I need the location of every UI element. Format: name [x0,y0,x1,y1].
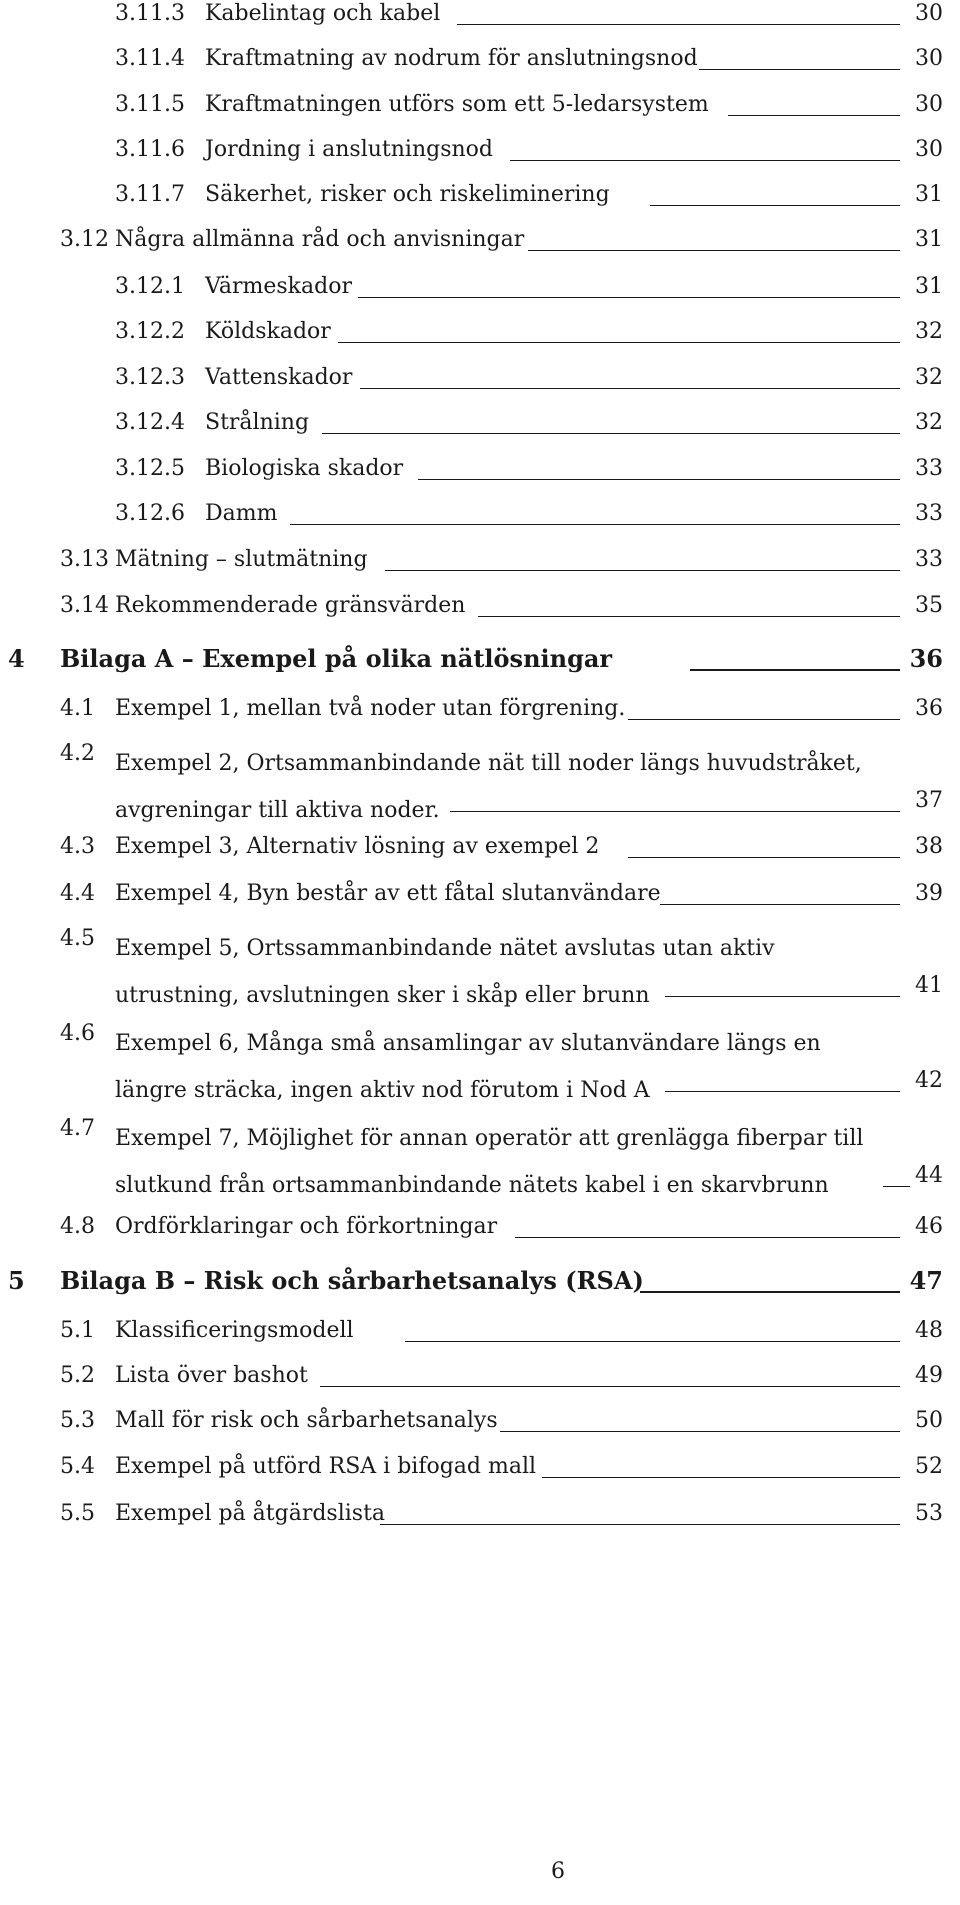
toc-entry-number: 5.5 [60,1501,95,1526]
toc-entry-number: 4.1 [60,696,95,721]
toc-entry-title: Några allmänna råd och anvisningar [115,227,525,252]
toc-entry-page: 42 [915,1068,943,1093]
toc-entry-title: Kraftmatning av nodrum för anslutningsnod [205,46,698,71]
toc-entry-number: 4.7 [60,1116,95,1141]
toc-entry-number: 3.12.6 [115,501,185,526]
toc-entry-page: 32 [915,410,943,435]
toc-entry-title: Värmeskador [205,274,352,299]
toc-leader-line [500,1431,900,1432]
toc-leader-line [405,1341,900,1342]
toc-entry-title: Exempel 3, Alternativ lösning av exempel 2 [115,834,600,859]
toc-entry-title: Damm [205,501,278,526]
toc-entry-page: 30 [915,92,943,117]
toc-entry-page: 41 [915,973,943,998]
toc-entry-number: 3.14 [60,593,109,618]
toc-leader-line [665,1091,900,1092]
toc-entry-number: 4.2 [60,741,95,766]
toc-leader-line [385,570,900,571]
toc-leader-line [650,205,900,206]
toc-entry-number: 4.4 [60,881,95,906]
toc-entry-page: 30 [915,137,943,162]
toc-entry-title: Ordförklaringar och förkortningar [115,1214,498,1239]
toc-entry-page: 33 [915,547,943,572]
toc-entry-page: 53 [915,1501,943,1526]
toc-entry-page: 50 [915,1408,943,1433]
toc-leader-line [528,250,900,251]
toc-leader-line [640,1291,900,1293]
toc-entry-title: Mätning – slutmätning [115,547,368,572]
toc-entry-title: Bilaga A – Exempel på olika nätlösningar [60,644,613,673]
toc-entry-page: 32 [915,365,943,390]
toc-entry-title: Jordning i anslutningsnod [205,137,494,162]
toc-entry-title: Kraftmatningen utförs som ett 5-ledarsystem [205,92,709,117]
toc-entry-number: 4.5 [60,926,95,951]
toc-entry-title: Exempel på utförd RSA i bifogad mall [115,1454,537,1479]
toc-entry-title: Exempel 1, mellan två noder utan förgrening. [115,696,626,721]
toc-entry-title: Biologiska skador [205,456,404,481]
toc-entry-number: 3.11.7 [115,182,185,207]
toc-entry-number: 3.12.1 [115,274,185,299]
toc-leader-line [628,857,900,858]
toc-leader-line [690,669,900,671]
toc-entry-page: 32 [915,319,943,344]
toc-leader-line [322,433,900,434]
toc-entry-title: Kabelintag och kabel [205,1,441,26]
toc-entry-title: Strålning [205,410,310,435]
toc-entry-page: 35 [915,593,943,618]
toc-leader-line [338,342,900,343]
toc-leader-line [628,719,900,720]
toc-entry-number: 3.12.3 [115,365,185,390]
toc-entry-page: 36 [915,696,943,721]
toc-entry-page: 38 [915,834,943,859]
toc-entry-number: 4.6 [60,1021,95,1046]
toc-entry-number: 5.1 [60,1318,95,1343]
toc-leader-line [360,388,900,389]
toc-entry-page: 31 [915,274,943,299]
toc-entry-number: 3.12.4 [115,410,185,435]
toc-entry-page: 52 [915,1454,943,1479]
toc-leader-line [358,297,900,298]
toc-entry-number: 5.2 [60,1363,95,1388]
toc-entry-title: Klassificeringsmodell [115,1318,354,1343]
toc-entry-title: Exempel 7, Möjlighet för annan operatör att grenlägga fiberpar till slutkund från ortsammanbindande nätets kabel i en skarvbrunn [115,1126,864,1198]
toc-entry-number: 3.12 [60,227,109,252]
toc-entry-number: 3.11.4 [115,46,185,71]
page-number: 6 [551,1859,565,1884]
toc-leader-line [728,115,900,116]
toc-leader-line [542,1477,900,1478]
toc-entry-page: 33 [915,501,943,526]
toc-entry-title: Säkerhet, risker och riskeliminering [205,182,610,207]
toc-entry-page: 30 [915,46,943,71]
toc-entry-number: 3.11.6 [115,137,185,162]
toc-entry-title: Köldskador [205,319,331,344]
toc-entry-page: 46 [915,1214,943,1239]
toc-entry-page: 31 [915,227,943,252]
toc-leader-line [320,1386,900,1387]
toc-entry-number: 3.12.5 [115,456,185,481]
toc-entry-page: 44 [915,1163,943,1188]
toc-entry-title: Lista över bashot [115,1363,308,1388]
toc-entry-number: 3.11.3 [115,1,185,26]
toc-leader-line [699,69,900,70]
toc-entry-title: Mall för risk och sårbarhetsanalys [115,1408,498,1433]
toc-entry-page: 30 [915,1,943,26]
toc-entry-page: 49 [915,1363,943,1388]
toc-leader-line [380,1524,900,1525]
toc-entry-page: 33 [915,456,943,481]
toc-entry-number: 4.8 [60,1214,95,1239]
toc-entry-page: 37 [915,788,943,813]
toc-entry-number: 5.3 [60,1408,95,1433]
toc-leader-line [290,524,900,525]
toc-entry-page: 36 [909,644,943,673]
toc-leader-line [457,24,900,25]
toc-entry-title: Exempel 4, Byn består av ett fåtal slutanvändare [115,881,661,906]
toc-entry-number: 5.4 [60,1454,95,1479]
toc-leader-line [510,160,900,161]
toc-leader-line [660,904,900,905]
toc-entry-number: 3.13 [60,547,109,572]
toc-entry-title: Rekommenderade gränsvärden [115,593,466,618]
toc-leader-line [450,811,900,812]
toc-entry-number: 4 [8,644,25,673]
toc-leader-line [478,616,900,617]
toc-entry-page: 39 [915,881,943,906]
toc-entry-title: Bilaga B – Risk och sårbarhetsanalys (RSA) [60,1266,644,1295]
toc-entry-page: 48 [915,1318,943,1343]
toc-leader-line [665,996,900,997]
toc-entry-page: 47 [909,1266,943,1295]
toc-entry-number: 3.12.2 [115,319,185,344]
toc-entry-title: Exempel 6, Många små ansamlingar av slutanvändare längs en längre sträcka, ingen aktiv nod förutom i Nod A [115,1031,821,1103]
toc-leader-line [515,1237,900,1238]
toc-leader-line [418,479,900,480]
toc-entry-title: Exempel 5, Ortssammanbindande nätet avslutas utan aktiv utrustning, avslutningen sker i skåp eller brunn [115,936,775,1008]
toc-entry-page: 31 [915,182,943,207]
toc-entry-title: Exempel på åtgärdslista [115,1501,386,1526]
toc-entry-title: Exempel 2, Ortsammanbindande nät till noder längs huvudstråket, avgreningar till aktiva noder. [115,751,862,823]
toc-entry-number: 3.11.5 [115,92,185,117]
toc-entry-number: 5 [8,1266,25,1295]
toc-entry-title: Vattenskador [205,365,353,390]
toc-entry-number: 4.3 [60,834,95,859]
